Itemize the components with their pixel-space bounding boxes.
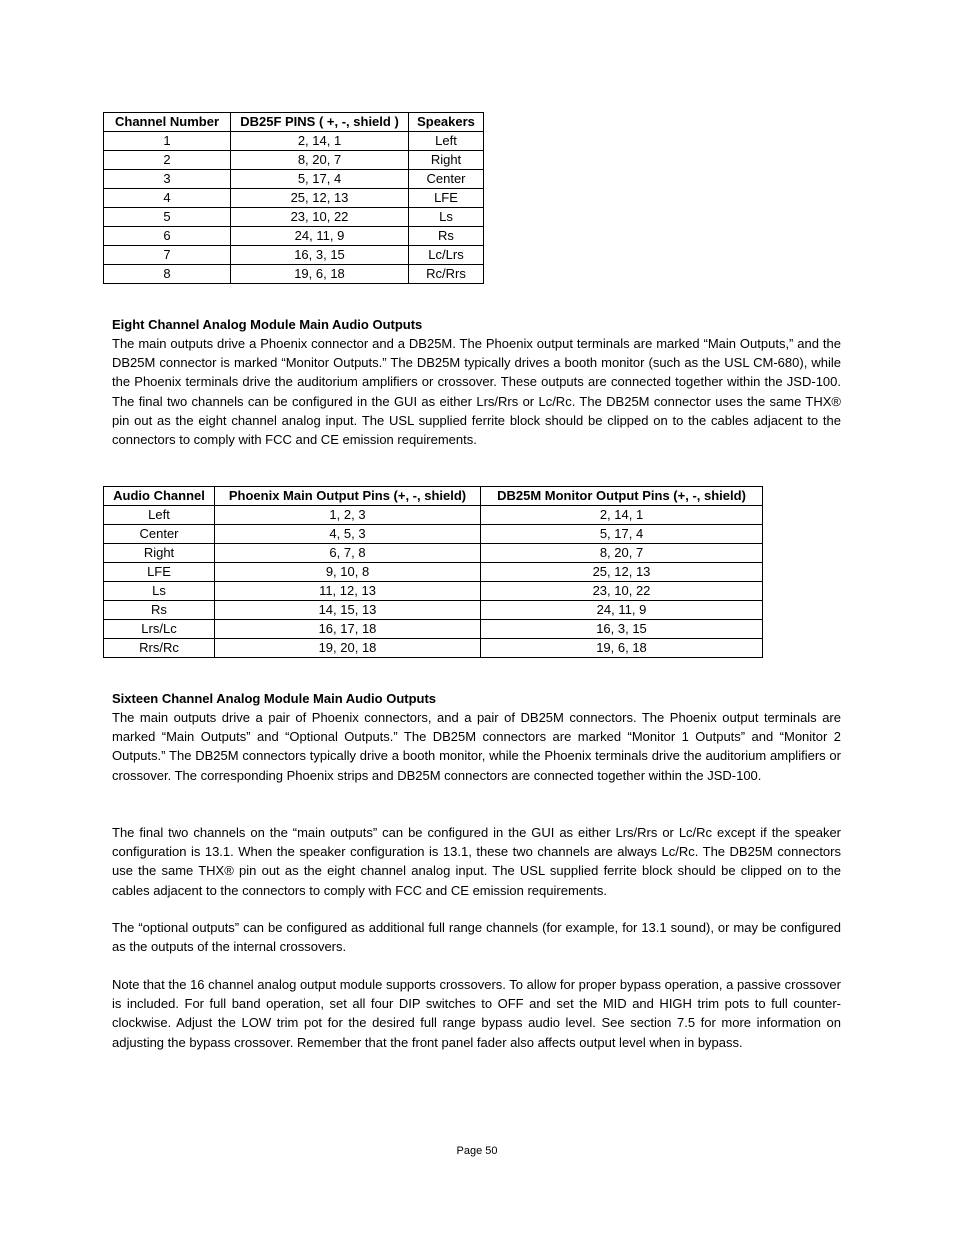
table-cell: 3 bbox=[104, 170, 231, 189]
column-header: Speakers bbox=[409, 113, 484, 132]
table-cell: 24, 11, 9 bbox=[481, 601, 763, 620]
table-cell: 6 bbox=[104, 227, 231, 246]
table-row bbox=[104, 601, 763, 620]
table-cell: 23, 10, 22 bbox=[481, 582, 763, 601]
page-number: Page 50 bbox=[456, 1145, 498, 1157]
table-cell: 2, 14, 1 bbox=[481, 506, 763, 525]
table-cell: 9, 10, 8 bbox=[215, 563, 481, 582]
table-header-row bbox=[104, 113, 484, 132]
table-cell: Lrs/Lc bbox=[104, 620, 215, 639]
table-row bbox=[104, 151, 484, 170]
table-row bbox=[104, 208, 484, 227]
table-cell: Lc/Lrs bbox=[409, 246, 484, 265]
column-header: DB25M Monitor Output Pins (+, -, shield) bbox=[481, 487, 763, 506]
table-cell: 19, 6, 18 bbox=[231, 265, 409, 284]
table-cell: Left bbox=[409, 132, 484, 151]
table-row bbox=[104, 620, 763, 639]
paragraph: The main outputs drive a Phoenix connector and a DB25M. The Phoenix output terminals are marked “Main Outputs,” and the DB25M connector is marked “Monitor Outputs.” The DB25M typically drives a booth monitor (such as the USL CM-680), while the Phoenix terminals drive the auditorium amplifiers or crossover. These outputs are connected together within the JSD-100. The final two channels can be configured in the GUI as either Lrs/Rrs or Lc/Rc. The DB25M connector uses the same THX® pin out as the eight channel analog input. The USL supplied ferrite block should be clipped on to the cables adjacent to the connectors to comply with FCC and CE emission requirements. bbox=[112, 336, 841, 448]
table-cell: 14, 15, 13 bbox=[215, 601, 481, 620]
table-cell: Right bbox=[104, 544, 215, 563]
table-row bbox=[104, 582, 763, 601]
table-cell: 2 bbox=[104, 151, 231, 170]
table-cell: 25, 12, 13 bbox=[481, 563, 763, 582]
table-row bbox=[104, 227, 484, 246]
table-cell: Left bbox=[104, 506, 215, 525]
table-cell: Rc/Rrs bbox=[409, 265, 484, 284]
table-cell: Center bbox=[409, 170, 484, 189]
table-cell: 6, 7, 8 bbox=[215, 544, 481, 563]
table-cell: 8, 20, 7 bbox=[231, 151, 409, 170]
table-cell: 5, 17, 4 bbox=[231, 170, 409, 189]
column-header: Channel Number bbox=[104, 113, 231, 132]
table-cell: 8 bbox=[104, 265, 231, 284]
table-cell: 16, 3, 15 bbox=[481, 620, 763, 639]
column-header: DB25F PINS ( +, -, shield ) bbox=[231, 113, 409, 132]
table-row bbox=[104, 639, 763, 658]
table-cell: Rrs/Rc bbox=[104, 639, 215, 658]
table-row bbox=[104, 544, 763, 563]
table-row bbox=[104, 506, 763, 525]
table-cell: 4, 5, 3 bbox=[215, 525, 481, 544]
paragraph: The “optional outputs” can be configured as additional full range channels (for example, for 13.1 sound), or may be configured as the outputs of the internal crossovers. bbox=[112, 920, 841, 955]
table-cell: 19, 20, 18 bbox=[215, 639, 481, 658]
table-cell: Ls bbox=[409, 208, 484, 227]
table-row bbox=[104, 246, 484, 265]
table-row bbox=[104, 563, 763, 582]
table-cell: Rs bbox=[104, 601, 215, 620]
table-cell: 4 bbox=[104, 189, 231, 208]
table-cell: LFE bbox=[409, 189, 484, 208]
column-header: Phoenix Main Output Pins (+, -, shield) bbox=[215, 487, 481, 506]
table-cell: 8, 20, 7 bbox=[481, 544, 763, 563]
table-cell: Center bbox=[104, 525, 215, 544]
table-cell: Rs bbox=[409, 227, 484, 246]
column-header: Audio Channel bbox=[104, 487, 215, 506]
table-cell: 5 bbox=[104, 208, 231, 227]
table-row bbox=[104, 525, 763, 544]
paragraph: The final two channels on the “main outputs” can be configured in the GUI as either Lrs/Rrs or Lc/Rc except if the speaker configuration is 13.1. When the speaker configuration is 13.1, these two channels are always Lc/Rc. The DB25M connectors use the same THX® pin out as the eight channel analog input. The USL supplied ferrite block should be clipped on to the cables adjacent to the connectors to comply with FCC and CE emission requirements. bbox=[112, 825, 841, 898]
db25f-pin-table bbox=[103, 112, 484, 284]
table-cell: 1 bbox=[104, 132, 231, 151]
table-cell: 11, 12, 13 bbox=[215, 582, 481, 601]
table-header-row bbox=[104, 487, 763, 506]
table-row bbox=[104, 265, 484, 284]
table-cell: 2, 14, 1 bbox=[231, 132, 409, 151]
table-cell: 16, 17, 18 bbox=[215, 620, 481, 639]
table-row bbox=[104, 189, 484, 208]
table-cell: 5, 17, 4 bbox=[481, 525, 763, 544]
table-cell: LFE bbox=[104, 563, 215, 582]
table-cell: Ls bbox=[104, 582, 215, 601]
section-heading: Eight Channel Analog Module Main Audio Outputs bbox=[112, 317, 423, 332]
table-cell: 1, 2, 3 bbox=[215, 506, 481, 525]
table-row bbox=[104, 170, 484, 189]
output-pin-table bbox=[103, 486, 763, 658]
table-cell: 19, 6, 18 bbox=[481, 639, 763, 658]
table-cell: 24, 11, 9 bbox=[231, 227, 409, 246]
paragraph: Note that the 16 channel analog output module supports crossovers. To allow for proper bypass operation, a passive crossover is included. For full band operation, set all four DIP switches to OFF and set the MID and HIGH trim pots to full counter-clockwise. Adjust the LOW trim pot for the desired full range bypass audio level. See section 7.5 for more information on adjusting the bypass crossover. Remember that the front panel fader also affects output level when in bypass. bbox=[112, 977, 841, 1050]
table-cell: 7 bbox=[104, 246, 231, 265]
table-cell: 16, 3, 15 bbox=[231, 246, 409, 265]
section-heading: Sixteen Channel Analog Module Main Audio Outputs bbox=[112, 691, 437, 706]
table-row bbox=[104, 132, 484, 151]
table-cell: 25, 12, 13 bbox=[231, 189, 409, 208]
paragraph: The main outputs drive a pair of Phoenix connectors, and a pair of DB25M connectors. The Phoenix output terminals are marked “Main Outputs” and “Optional Outputs.” The DB25M connectors are marked “Monitor 1 Outputs” and “Monitor 2 Outputs.” The DB25M connectors typically drive a booth monitor, while the Phoenix terminals drive the auditorium amplifiers or crossover. The corresponding Phoenix strips and DB25M connectors are connected together within the JSD-100. bbox=[112, 710, 841, 783]
table-cell: 23, 10, 22 bbox=[231, 208, 409, 227]
table-cell: Right bbox=[409, 151, 484, 170]
